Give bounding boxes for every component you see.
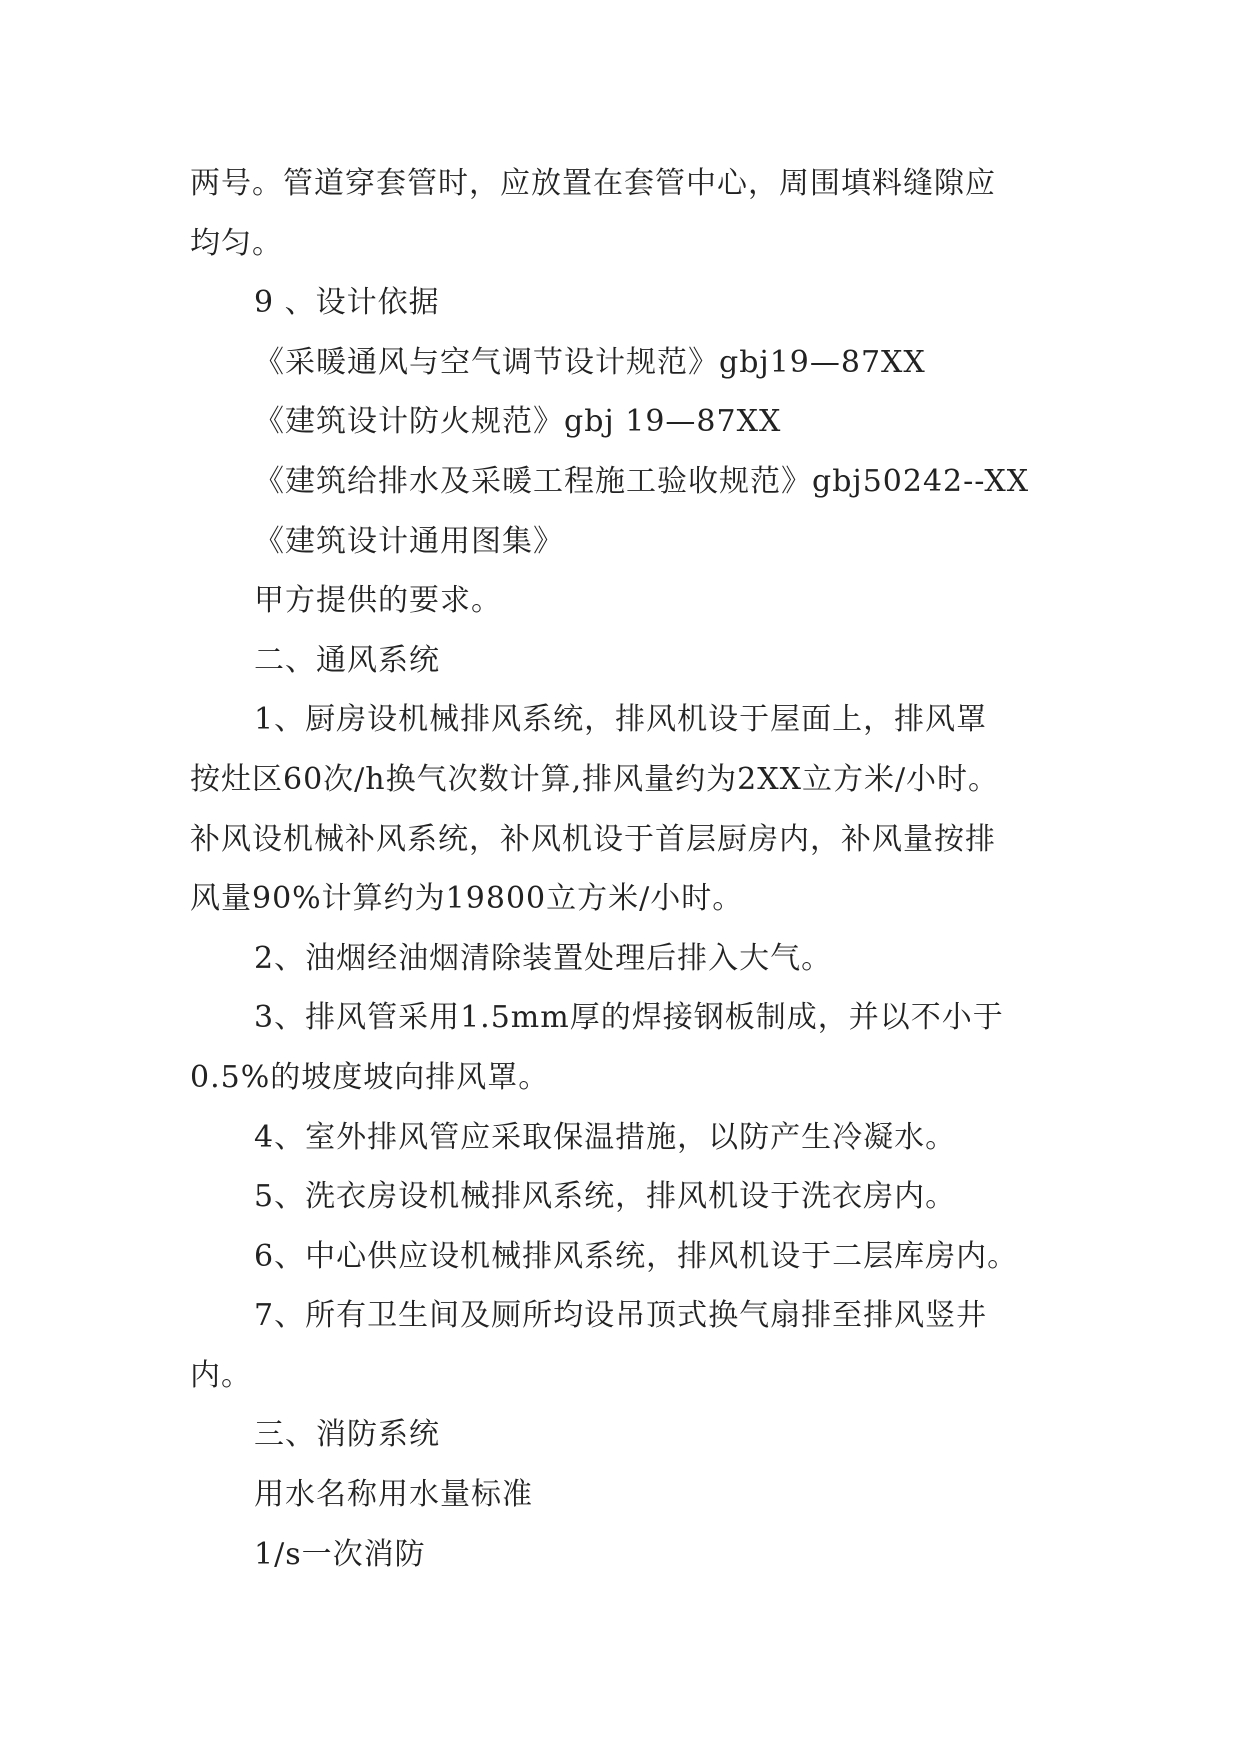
text-line: 4、室外排风管应采取保温措施，以防产生冷凝水。 xyxy=(254,1119,957,1155)
section-heading-fire-protection: 三、消防系统 xyxy=(254,1417,440,1453)
text-line: 1/s一次消防 xyxy=(254,1536,426,1572)
text-line: 7、所有卫生间及厕所均设吊顶式换气扇排至排风竖井 xyxy=(254,1298,988,1334)
section-heading-design-basis: 9 、设计依据 xyxy=(254,285,440,321)
text-line: 2、油烟经油烟清除装置处理后排入大气。 xyxy=(254,940,833,976)
text-line: 0.5%的坡度坡向排风罩。 xyxy=(190,1059,550,1095)
text-line: 3、排风管采用1.5mm厚的焊接钢板制成，并以不小于 xyxy=(254,1000,1004,1036)
text-line: 《采暖通风与空气调节设计规范》gbj19—87XX xyxy=(254,344,926,380)
text-line: 1、厨房设机械排风系统，排风机设于屋面上，排风罩 xyxy=(254,702,988,738)
text-line: 补风设机械补风系统，补风机设于首层厨房内，补风量按排 xyxy=(190,821,996,857)
text-line: 用水名称用水量标准 xyxy=(254,1477,533,1513)
text-line: 均匀。 xyxy=(190,225,283,261)
text-line: 内。 xyxy=(190,1357,252,1393)
section-heading-ventilation: 二、通风系统 xyxy=(254,642,440,678)
text-line: 5、洗衣房设机械排风系统，排风机设于洗衣房内。 xyxy=(254,1179,957,1215)
text-line: 《建筑设计通用图集》 xyxy=(254,523,564,559)
text-line: 按灶区60次/h换气次数计算,排风量约为2XX立方米/小时。 xyxy=(190,761,1000,797)
text-line: 6、中心供应设机械排风系统，排风机设于二层库房内。 xyxy=(254,1238,1019,1274)
text-line: 《建筑给排水及采暖工程施工验收规范》gbj50242--XX xyxy=(254,463,1030,499)
text-line: 风量90%计算约为19800立方米/小时。 xyxy=(190,881,744,917)
text-line: 《建筑设计防火规范》gbj 19—87XX xyxy=(254,404,782,440)
text-line: 甲方提供的要求。 xyxy=(254,583,502,619)
document-body xyxy=(190,154,1070,1584)
text-line: 两号。管道穿套管时，应放置在套管中心，周围填料缝隙应 xyxy=(190,166,996,201)
